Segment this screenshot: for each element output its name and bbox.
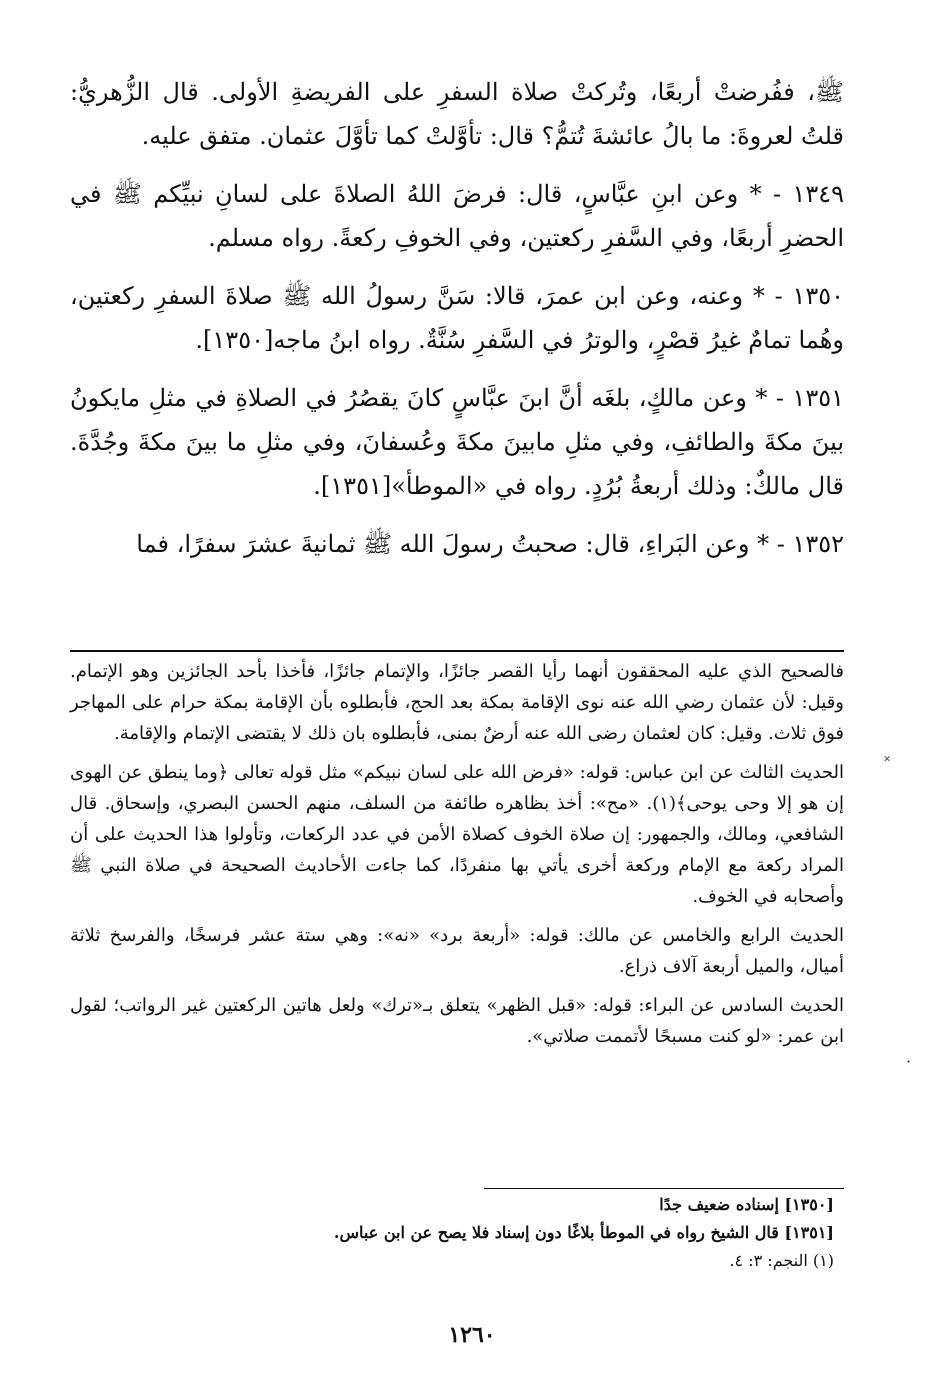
commentary-paragraph-3: الحديث الرابع والخامس عن مالك: قوله: «أربعة برد» «نه»: وهي ستة عشر فرسخًا، والفرسخ ثلاثة أميال، والميل أربعة آلاف ذراع. — [70, 925, 844, 977]
commentary-paragraph-2: الحديث الثالث عن ابن عباس: قوله: «فرض الله على لسان نبيكم» مثل قوله تعالى ﴿وما ينطق عن الهوى إن هو إلا وحى يوحى﴾(١). «مح»: أخذ بظاهره طائفة من السلف، منهم الحسن البصري، وإسحاق. قال الشافعي، ومالك، والجمهور: إن صلاة الخوف كصلاة الأمن في عدد الركعات، وتأولوا هذا الحديث على أن المراد ركعة مع الإمام وركعة أخرى يأتي بها منفردًا، كما جاءت الأحاديث الصحيحة في صلاة النبي ﷺ وأصحابه في الخوف. — [70, 762, 844, 907]
commentary-paragraph-4: الحديث السادس عن البراء: قوله: «قبل الظهر» يتعلق بـ«ترك» ولعل هاتين الركعتين غير الرواتب؛ لقول ابن عمر: «لو كنت مسبحًا لأتممت صلاتي». — [70, 995, 844, 1047]
hadith-1351: ١٣٥١ - * وعن مالكٍ، بلغَه أنَّ ابنَ عبَّاسٍ كانَ يقصُرُ في الصلاةِ في مثلِ مايكونُ بينَ مكةَ والطائفِ، وفي مثلِ مابينَ مكةَ وعُسفانَ، وفي مثلِ ما بينَ مكةَ وجُدَّةَ. قال مالكٌ: وذلك أربعةُ بُرُدٍ. رواه في «الموطأ»[١٣٥١]. — [70, 384, 845, 500]
footnotes — [260, 1194, 834, 1278]
footnote-1351: [١٣٥١] قال الشيخ رواه في الموطأ بلاغًا دون إسناد فلا يصح عن ابن عباس. — [333, 1223, 834, 1242]
main-text — [70, 70, 844, 580]
margin-mark: ˟ — [884, 752, 891, 771]
commentary — [70, 656, 844, 1060]
main-paragraph: ﷺ، ففُرضتْ أربعًا، وتُركتْ صلاة السفرِ على الفريضةِ الأولى. قال الزُّهريُّ: قلتُ لعروةَ: ما بالُ عائشةَ تُتمُّ؟ قال: تأوَّلتْ كما تأوَّلَ عثمان. متفق عليه. — [70, 78, 844, 150]
hadith-1352: ١٣٥٢ - * وعن البَراءِ، قال: صحبتُ رسولَ الله ﷺ ثمانيةَ عشرَ سفرًا، فما — [136, 530, 844, 558]
margin-mark: · — [906, 1052, 912, 1071]
footnote-divider — [484, 1188, 844, 1189]
commentary-divider — [70, 650, 844, 652]
commentary-paragraph-1: فالصحيح الذي عليه المحققون أنهما رأيا القصر جائزًا، والإتمام جائزًا، فأخذا بأحد الجائزين وهو الإتمام. وقيل: لأن عثمان رضي الله عنه نوى الإقامة بمكة بعد الحج، فأبطلوه بأن الإقامة بمكة حرام على المهاجر فوق ثلاث. وقيل: كان لعثمان رضى الله عنه أرضٌ بمنى، فأبطلوه بان ذلك لا يقتضى الإتمام والإقامة. — [70, 661, 844, 744]
footnote-quran: (١) النجم: ٣: ٤. — [729, 1251, 834, 1270]
page-number: ١٢٦٠ — [448, 1322, 496, 1348]
hadith-1350: ١٣٥٠ - * وعنه، وعن ابن عمرَ، قالا: سَنَّ رسولُ الله ﷺ صلاةَ السفرِ ركعتين، وهُما تمامٌ غيرُ قصْرٍ، والوترُ في السَّفرِ سُنَّةٌ. رواه ابنُ ماجه[١٣٥٠]. — [70, 282, 844, 354]
hadith-1349: ١٣٤٩ - * وعن ابنِ عبَّاسٍ، قال: فرضَ اللهُ الصلاةَ على لسانِ نبيِّكم ﷺ في الحضرِ أربعًا، وفي السَّفرِ ركعتين، وفي الخوفِ ركعةً. رواه مسلم. — [70, 180, 844, 252]
footnote-1350: [١٣٥٠] إسناده ضعيف جدًا — [659, 1195, 834, 1214]
